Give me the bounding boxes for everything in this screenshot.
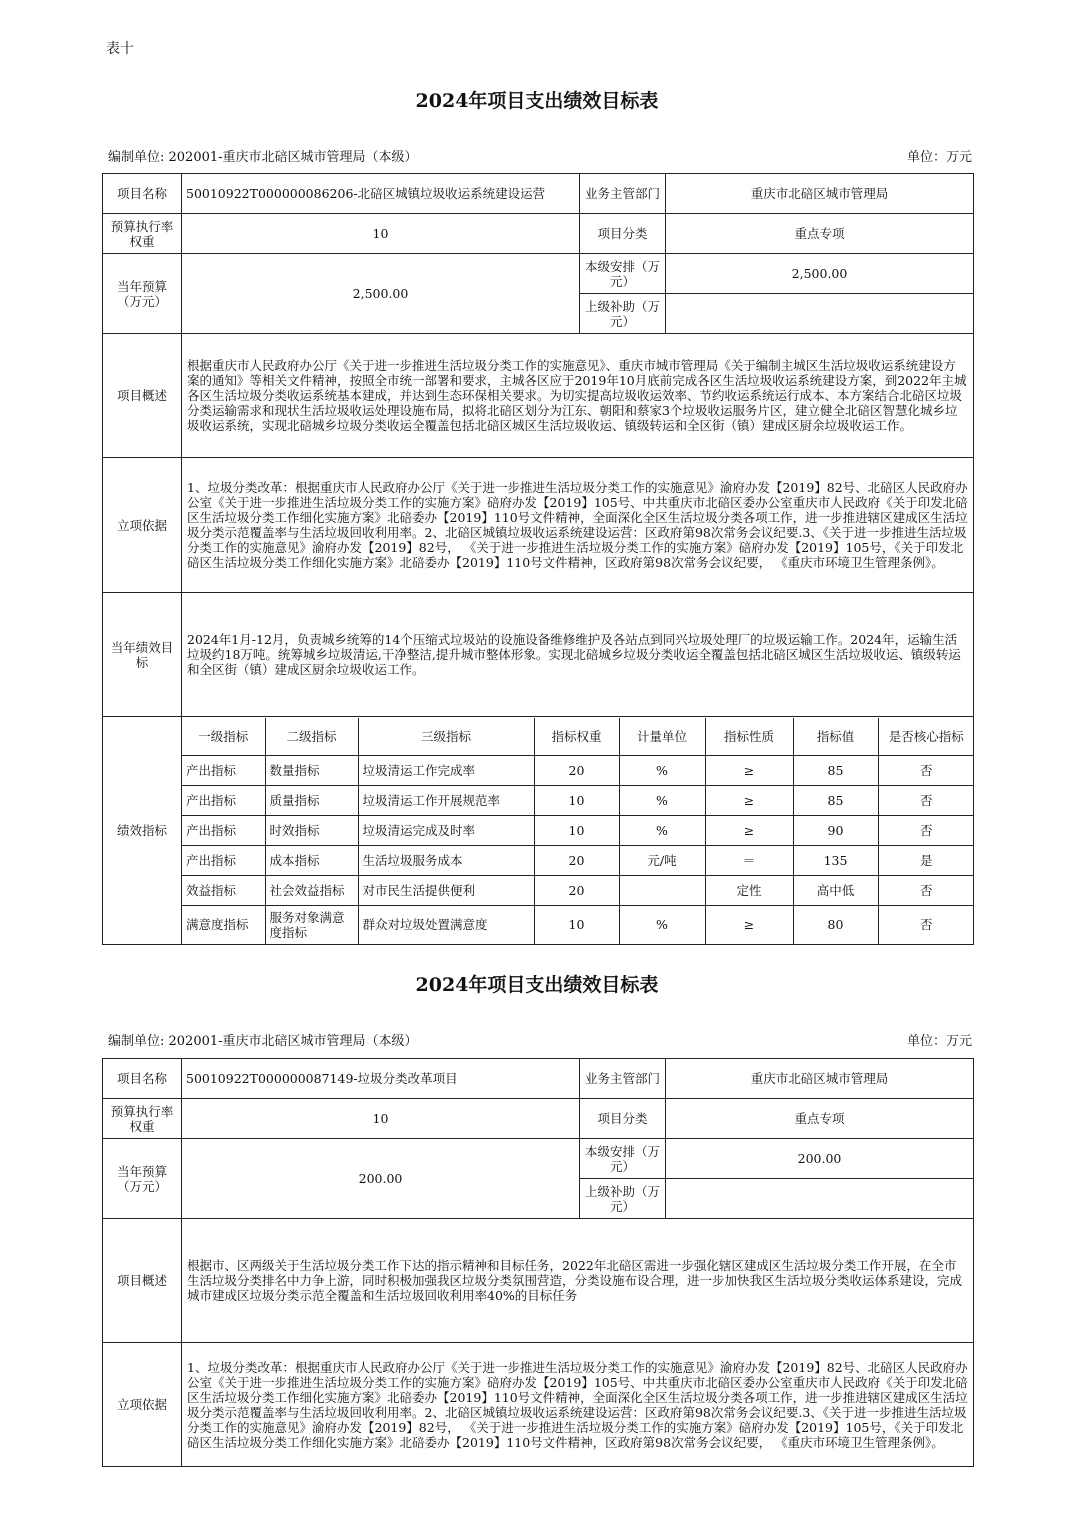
label-basis: 立项依据 <box>103 458 182 593</box>
indicator-cell: 高中低 <box>793 876 878 906</box>
indicator-cell: 是 <box>878 846 974 876</box>
indicator-cell: 时效指标 <box>265 816 358 846</box>
indicator-header: 指标值 <box>793 718 878 756</box>
label-indicators: 绩效指标 <box>103 717 182 945</box>
indicator-cell: 垃圾清运工作开展规范率 <box>358 786 534 816</box>
local-value: 2,500.00 <box>666 254 974 294</box>
indicator-header: 指标性质 <box>705 718 793 756</box>
budget-value: 2,500.00 <box>182 254 580 334</box>
indicator-cell: 质量指标 <box>265 786 358 816</box>
unit-label: 单位：万元 <box>906 1034 972 1049</box>
label-local: 本级安排（万元） <box>580 1139 666 1179</box>
indicator-cell: ≥ <box>705 906 793 944</box>
indicator-cell: ≥ <box>705 756 793 786</box>
project-name-value: 50010922T000000087149-垃圾分类改革项目 <box>182 1059 580 1099</box>
overview-text: 根据重庆市人民政府办公厅《关于进一步推进生活垃圾分类工作的实施意见》、重庆市城市管理局《关于编制主城区生活垃圾收运系统建设方案的通知》等相关文件精神，按照全市统一部署和要求，主城各区应于2019年10月底前完成各区生活垃圾收运系统建设方案，到2022年主城各区生活垃圾分类收运系统基本建成，并达到生态环保相关要求。为切实提高垃圾收运效率、节约收运系统运行成本、本方案结合北碚区垃圾分类运输需求和现状生活垃圾收运处理设施布局，拟将北碚区划分为江东、朝阳和蔡家3个垃圾收运服务片区，建立健全北碚区智慧化城乡垃圾收运系统，实现北碚城乡垃圾分类收运全覆盖包括北碚区城区生活垃圾收运、镇级转运和全区街（镇）建成区厨余垃圾收运工作。 <box>182 334 974 458</box>
indicator-cell: % <box>619 816 705 846</box>
indicator-header: 指标权重 <box>534 718 619 756</box>
corner-label: 表十 <box>106 41 134 57</box>
indicator-cell: 否 <box>878 756 974 786</box>
indicator-cell: 产出指标 <box>182 756 265 786</box>
indicator-header: 是否核心指标 <box>878 718 974 756</box>
indicator-cell: 80 <box>793 906 878 944</box>
indicator-cell <box>619 876 705 906</box>
indicator-cell: 成本指标 <box>265 846 358 876</box>
label-overview: 项目概述 <box>103 1219 182 1343</box>
label-category: 项目分类 <box>580 214 666 254</box>
table-row <box>182 786 974 816</box>
form-title: 2024年项目支出绩效目标表 <box>415 974 659 996</box>
label-basis: 立项依据 <box>103 1343 182 1467</box>
indicator-cell: 社会效益指标 <box>265 876 358 906</box>
table-row <box>182 876 974 906</box>
basis-text: 1、垃圾分类改革：根据重庆市人民政府办公厅《关于进一步推进生活垃圾分类工作的实施意见》渝府办发【2019】82号、北碚区人民政府办公室《关于进一步推进生活垃圾分类工作的实施方案》碚府办发【2019】105号、中共重庆市北碚区委办公室重庆市人民政府《关于印发北碚区生活垃圾分类工作细化实施方案》北碚委办【2019】110号文件精神，全面深化全区生活垃圾分类各项工作，进一步推进辖区建成区生活垃圾分类示范覆盖率与生活垃圾回收利用率。2、北碚区城镇垃圾收运系统建设运营：区政府第98次常务会议纪要.3、《关于进一步推进生活垃圾分类工作的实施意见》渝府办发【2019】82号， 《关于进一步推进生活垃圾分类工作的实施方案》碚府办发【2019】105号，《关于印发北碚区生活垃圾分类工作细化实施方案》北碚委办【2019】110号文件精神，区政府第98次常务会议纪要， 《重庆市环境卫生管理条例》。 <box>182 1343 974 1467</box>
unit-label: 单位：万元 <box>906 150 972 165</box>
category-value: 重点专项 <box>666 214 974 254</box>
label-local: 本级安排（万元） <box>580 254 666 294</box>
indicator-cell: 否 <box>878 816 974 846</box>
indicator-cell: % <box>619 906 705 944</box>
indicator-cell: 垃圾清运工作完成率 <box>358 756 534 786</box>
label-project-name: 项目名称 <box>103 174 182 214</box>
indicator-header: 计量单位 <box>619 718 705 756</box>
indicator-header: 三级指标 <box>358 718 534 756</box>
label-budget: 当年预算（万元） <box>103 1139 182 1219</box>
indicator-cell: 否 <box>878 906 974 944</box>
exec-weight-value: 10 <box>182 214 580 254</box>
label-budget: 当年预算（万元） <box>103 254 182 334</box>
exec-weight-value: 10 <box>182 1099 580 1139</box>
indicator-cell: 20 <box>534 846 619 876</box>
label-goal: 当年绩效目标 <box>103 593 182 717</box>
indicator-cell: 20 <box>534 756 619 786</box>
org-label: 编制单位: 202001-重庆市北碚区城市管理局（本级） <box>108 150 418 165</box>
indicator-cell: % <box>619 786 705 816</box>
indicator-cell: 生活垃圾服务成本 <box>358 846 534 876</box>
upper-value <box>666 294 974 334</box>
indicator-cell: 服务对象满意度指标 <box>265 906 358 944</box>
indicator-cell: ≥ <box>705 816 793 846</box>
dept-value: 重庆市北碚区城市管理局 <box>666 1059 974 1099</box>
indicator-cell: 135 <box>793 846 878 876</box>
project-name-value: 50010922T000000086206-北碚区城镇垃圾收运系统建设运营 <box>182 174 580 214</box>
goal-text: 2024年1月-12月，负责城乡统筹的14个压缩式垃圾站的设施设备维修维护及各站点到同兴垃圾处理厂的垃圾运输工作。2024年，运输生活垃圾约18万吨。统筹城乡垃圾清运,干净整洁,提升城市整体形象。实现北碚城乡垃圾分类收运全覆盖包括北碚区城区生活垃圾收运、镇级转运和全区街（镇）建成区厨余垃圾收运工作。 <box>182 593 974 717</box>
org-label: 编制单位: 202001-重庆市北碚区城市管理局（本级） <box>108 1034 418 1049</box>
indicator-cell: 满意度指标 <box>182 906 265 944</box>
indicator-cell: ＝ <box>705 846 793 876</box>
overview-text: 根据市、区两级关于生活垃圾分类工作下达的指示精神和目标任务，2022年北碚区需进一步强化辖区建成区生活垃圾分类工作开展，在全市生活垃圾分类排名中力争上游，同时积极加强我区垃圾分类氛围营造，分类设施布设合理，进一步加快我区生活垃圾分类收运体系建设，完成城市建成区垃圾分类示范全覆盖和生活垃圾回收利用率40%的目标任务 <box>182 1219 974 1343</box>
basis-text: 1、垃圾分类改革：根据重庆市人民政府办公厅《关于进一步推进生活垃圾分类工作的实施意见》渝府办发【2019】82号、北碚区人民政府办公室《关于进一步推进生活垃圾分类工作的实施方案》碚府办发【2019】105号、中共重庆市北碚区委办公室重庆市人民政府《关于印发北碚区生活垃圾分类工作细化实施方案》北碚委办【2019】110号文件精神，全面深化全区生活垃圾分类各项工作，进一步推进辖区建成区生活垃圾分类示范覆盖率与生活垃圾回收利用率。2、北碚区城镇垃圾收运系统建设运营：区政府第98次常务会议纪要.3、《关于进一步推进生活垃圾分类工作的实施意见》渝府办发【2019】82号， 《关于进一步推进生活垃圾分类工作的实施方案》碚府办发【2019】105号，《关于印发北碚区生活垃圾分类工作细化实施方案》北碚委办【2019】110号文件精神，区政府第98次常务会议纪要， 《重庆市环境卫生管理条例》。 <box>182 458 974 593</box>
indicator-cell: ≥ <box>705 786 793 816</box>
indicator-cell: 产出指标 <box>182 786 265 816</box>
performance-table <box>102 173 974 945</box>
indicator-cell: 90 <box>793 816 878 846</box>
category-value: 重点专项 <box>666 1099 974 1139</box>
indicator-cell: 85 <box>793 756 878 786</box>
indicator-cell: 数量指标 <box>265 756 358 786</box>
indicator-cell: 85 <box>793 786 878 816</box>
table-row <box>182 756 974 786</box>
indicator-table <box>182 718 974 944</box>
label-exec-weight: 预算执行率权重 <box>103 1099 182 1139</box>
indicator-cell: 10 <box>534 906 619 944</box>
indicator-cell: % <box>619 756 705 786</box>
label-dept: 业务主管部门 <box>580 174 666 214</box>
form-meta <box>108 146 972 165</box>
form-title: 2024年项目支出绩效目标表 <box>415 90 659 112</box>
upper-value <box>666 1179 974 1219</box>
indicator-cell: 产出指标 <box>182 816 265 846</box>
indicator-cell: 10 <box>534 786 619 816</box>
indicator-cell: 20 <box>534 876 619 906</box>
indicator-cell: 10 <box>534 816 619 846</box>
table-row <box>182 816 974 846</box>
label-category: 项目分类 <box>580 1099 666 1139</box>
label-project-name: 项目名称 <box>103 1059 182 1099</box>
label-upper: 上级补助（万元） <box>580 294 666 334</box>
label-upper: 上级补助（万元） <box>580 1179 666 1219</box>
indicator-cell: 群众对垃圾处置满意度 <box>358 906 534 944</box>
indicator-cell: 否 <box>878 786 974 816</box>
label-dept: 业务主管部门 <box>580 1059 666 1099</box>
indicator-cell: 否 <box>878 876 974 906</box>
budget-value: 200.00 <box>182 1139 580 1219</box>
indicator-cell: 定性 <box>705 876 793 906</box>
indicator-cell: 效益指标 <box>182 876 265 906</box>
local-value: 200.00 <box>666 1139 974 1179</box>
indicator-header: 一级指标 <box>182 718 265 756</box>
indicator-cell: 产出指标 <box>182 846 265 876</box>
indicator-cell: 对市民生活提供便利 <box>358 876 534 906</box>
indicator-cell: 元/吨 <box>619 846 705 876</box>
performance-table <box>102 1058 974 1467</box>
indicator-cell: 垃圾清运完成及时率 <box>358 816 534 846</box>
label-exec-weight: 预算执行率权重 <box>103 214 182 254</box>
dept-value: 重庆市北碚区城市管理局 <box>666 174 974 214</box>
form-meta <box>108 1030 972 1049</box>
indicator-table-cell <box>182 717 974 945</box>
table-row <box>182 846 974 876</box>
indicator-header: 二级指标 <box>265 718 358 756</box>
table-row <box>182 906 974 944</box>
label-overview: 项目概述 <box>103 334 182 458</box>
